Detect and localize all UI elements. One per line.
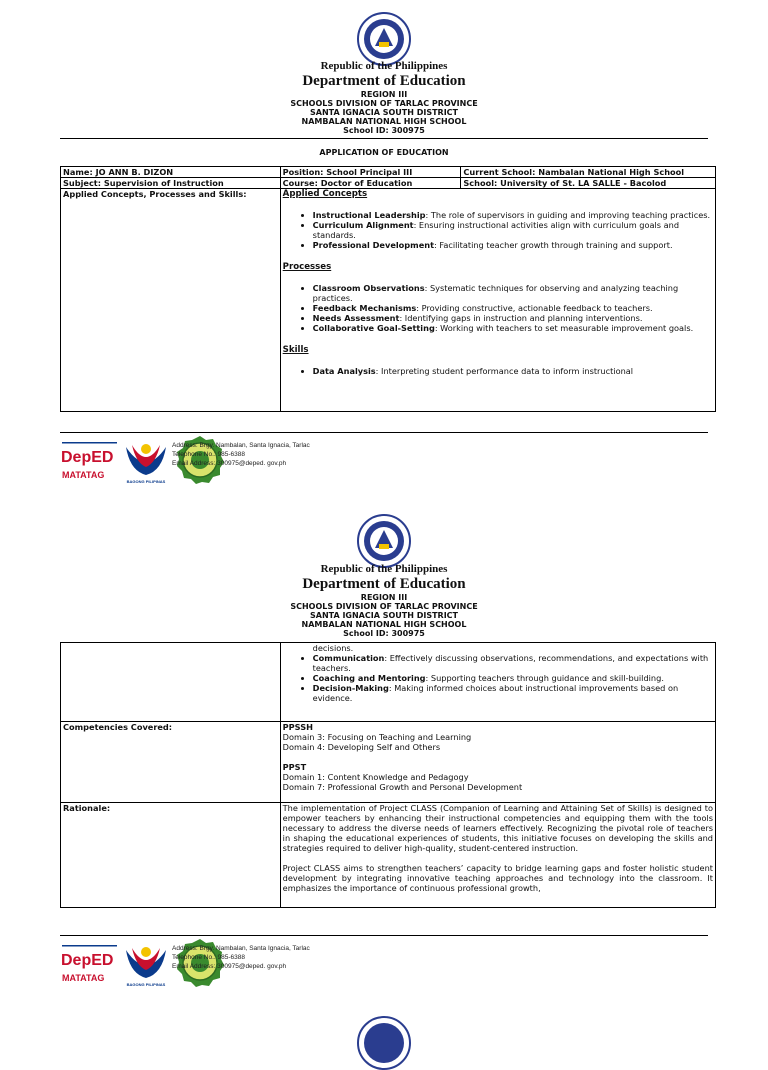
division-text: SCHOOLS DIVISION OF TARLAC PROVINCE: [290, 602, 478, 611]
skills-continued-list: [283, 653, 713, 703]
info-table: [60, 166, 716, 412]
deped-seal-icon: [357, 12, 411, 66]
school-text: NAMBALAN NATIONAL HIGH SCHOOL: [301, 117, 467, 126]
department-title: Department of Education: [302, 73, 466, 89]
ppssh-domain: Domain 4: Developing Self and Others: [282, 742, 441, 752]
svg-text:MATATAG: MATATAG: [62, 973, 105, 983]
email-text: Email Address: 300975@deped. gov.ph: [172, 460, 287, 467]
table-row: [61, 643, 716, 722]
footer-divider: [60, 432, 708, 433]
list-item: • Instructional Leadership: The role of supervisors in guiding and improving teaching practices.: [313, 210, 713, 220]
rationale-paragraph: Project CLASS aims to strengthen teachers’ capacity to bridge learning gaps and foster holistic student development by integrating innovative teaching approaches and technology into the classroom. It emphasizes the importance of continuous professional growth,: [282, 863, 713, 893]
republic-text: Republic of the Philippines: [320, 563, 448, 575]
letterhead: [0, 563, 768, 638]
district-text: SANTA IGNACIA SOUTH DISTRICT: [309, 611, 458, 620]
applied-label-cell: Applied Concepts, Processes and Skills:: [61, 189, 281, 412]
list-item: • Collaborative Goal-Setting: Working with teachers to set measurable improvement goals.: [313, 323, 713, 333]
list-item: • Needs Assessment: Identifying gaps in instruction and planning interventions.: [313, 313, 713, 323]
ppst-domain: Domain 1: Content Knowledge and Pedagogy: [282, 772, 469, 782]
content-table: [60, 642, 716, 908]
ppst-domain: Domain 7: Professional Growth and Personal Development: [282, 782, 523, 792]
school-id-text: School ID: 300975: [343, 126, 425, 135]
svg-text:DepED: DepED: [61, 952, 114, 969]
table-row: [61, 189, 716, 412]
republic-text: Republic of the Philippines: [320, 60, 448, 72]
applied-concepts-heading: Applied Concepts: [282, 189, 368, 199]
header-divider: [60, 138, 708, 139]
course-cell: Course: Doctor of Education: [280, 178, 461, 189]
telephone-text: Telephone No.: 985-6388: [172, 954, 246, 961]
ppst-heading: PPST: [282, 762, 307, 772]
document-title: APPLICATION OF EDUCATION: [319, 148, 449, 157]
deped-matatag-logo-icon: [60, 942, 120, 988]
ppssh-domain: Domain 3: Focusing on Teaching and Learning: [282, 732, 472, 742]
deped-seal-icon: [357, 514, 411, 568]
skills-continued-cell: [280, 643, 715, 722]
svg-text:MATATAG: MATATAG: [62, 470, 105, 480]
rationale-paragraph: The implementation of Project CLASS (Companion of Learning and Attaining Set of Skills) is designed to empower teachers by enhancing their instructional competencies and equipping them with the tools necessary to address the diverse needs of learners effectively. Recognizing the pivotal role of teachers in shaping the educational experiences of students, this initiative focuses on developing the skills and strategies required to deliver high-quality, student-centered instruction.: [282, 803, 713, 853]
continued-text: decisions.: [312, 643, 354, 653]
list-item: • Classroom Observations: Systematic techniques for observing and analyzing teaching practices.: [313, 283, 713, 303]
region-text: REGION III: [360, 593, 408, 602]
empty-label-cell: [61, 643, 281, 722]
table-row: [61, 722, 716, 803]
list-item: • Professional Development: Facilitating teacher growth through training and support.: [313, 240, 713, 250]
rationale-cell: [280, 803, 715, 908]
deped-matatag-logo-icon: [60, 439, 120, 485]
ppssh-heading: PPSSH: [282, 722, 313, 732]
bagong-pilipinas-logo-icon: [122, 437, 170, 485]
bagong-pilipinas-logo-icon: [122, 940, 170, 988]
list-item: • Data Analysis: Interpreting student performance data to inform instructional: [313, 366, 713, 376]
school-cell: School: University of St. LA SALLE - Bacolod: [461, 178, 716, 189]
division-text: SCHOOLS DIVISION OF TARLAC PROVINCE: [290, 99, 478, 108]
name-cell: Name: JO ANN B. DIZON: [61, 167, 281, 178]
table-row: [61, 167, 716, 178]
skills-heading: Skills: [282, 345, 309, 355]
processes-list: [283, 283, 713, 333]
list-item: • Communication: Effectively discussing observations, recommendations, and expectations with teachers.: [313, 653, 713, 673]
list-item: • Decision-Making: Making informed choices about instructional improvements based on evidence.: [313, 683, 713, 703]
list-item: • Feedback Mechanisms: Providing constructive, actionable feedback to teachers.: [313, 303, 713, 313]
list-item: • Curriculum Alignment: Ensuring instructional activities align with curriculum goals and standards.: [313, 220, 713, 240]
department-title: Department of Education: [302, 576, 466, 592]
footer-contact: [172, 944, 310, 971]
address-text: Address: Brgy. Nambalan, Santa Ignacia, Tarlac: [172, 945, 310, 952]
school-id-text: School ID: 300975: [343, 629, 425, 638]
email-text: Email Address: 300975@deped. gov.ph: [172, 963, 287, 970]
school-text: NAMBALAN NATIONAL HIGH SCHOOL: [301, 620, 467, 629]
competencies-label-cell: Competencies Covered:: [61, 722, 281, 803]
address-text: Address: Brgy. Nambalan, Santa Ignacia, Tarlac: [172, 442, 310, 449]
position-cell: Position: School Principal III: [280, 167, 461, 178]
district-text: SANTA IGNACIA SOUTH DISTRICT: [309, 108, 458, 117]
deped-seal-icon: [357, 1016, 411, 1070]
footer-contact: [172, 441, 310, 468]
svg-text:BAGONG PILIPINAS: BAGONG PILIPINAS: [126, 982, 166, 987]
svg-text:DepED: DepED: [61, 449, 114, 466]
footer-divider: [60, 935, 708, 936]
current-school-cell: Current School: Nambalan National High School: [461, 167, 716, 178]
svg-text:BAGONG PILIPINAS: BAGONG PILIPINAS: [126, 479, 166, 484]
competencies-cell: [280, 722, 715, 803]
table-row: [61, 178, 716, 189]
telephone-text: Telephone No.: 985-6388: [172, 451, 246, 458]
subject-cell: Subject: Supervision of Instruction: [61, 178, 281, 189]
skills-list: [283, 366, 713, 376]
applied-content-cell: [280, 189, 715, 412]
list-item: • Coaching and Mentoring: Supporting teachers through guidance and skill-building.: [313, 673, 713, 683]
table-row: [61, 803, 716, 908]
applied-concepts-list: [283, 210, 713, 250]
rationale-label-cell: Rationale:: [61, 803, 281, 908]
processes-heading: Processes: [282, 262, 332, 272]
region-text: REGION III: [360, 90, 408, 99]
letterhead: [0, 60, 768, 135]
